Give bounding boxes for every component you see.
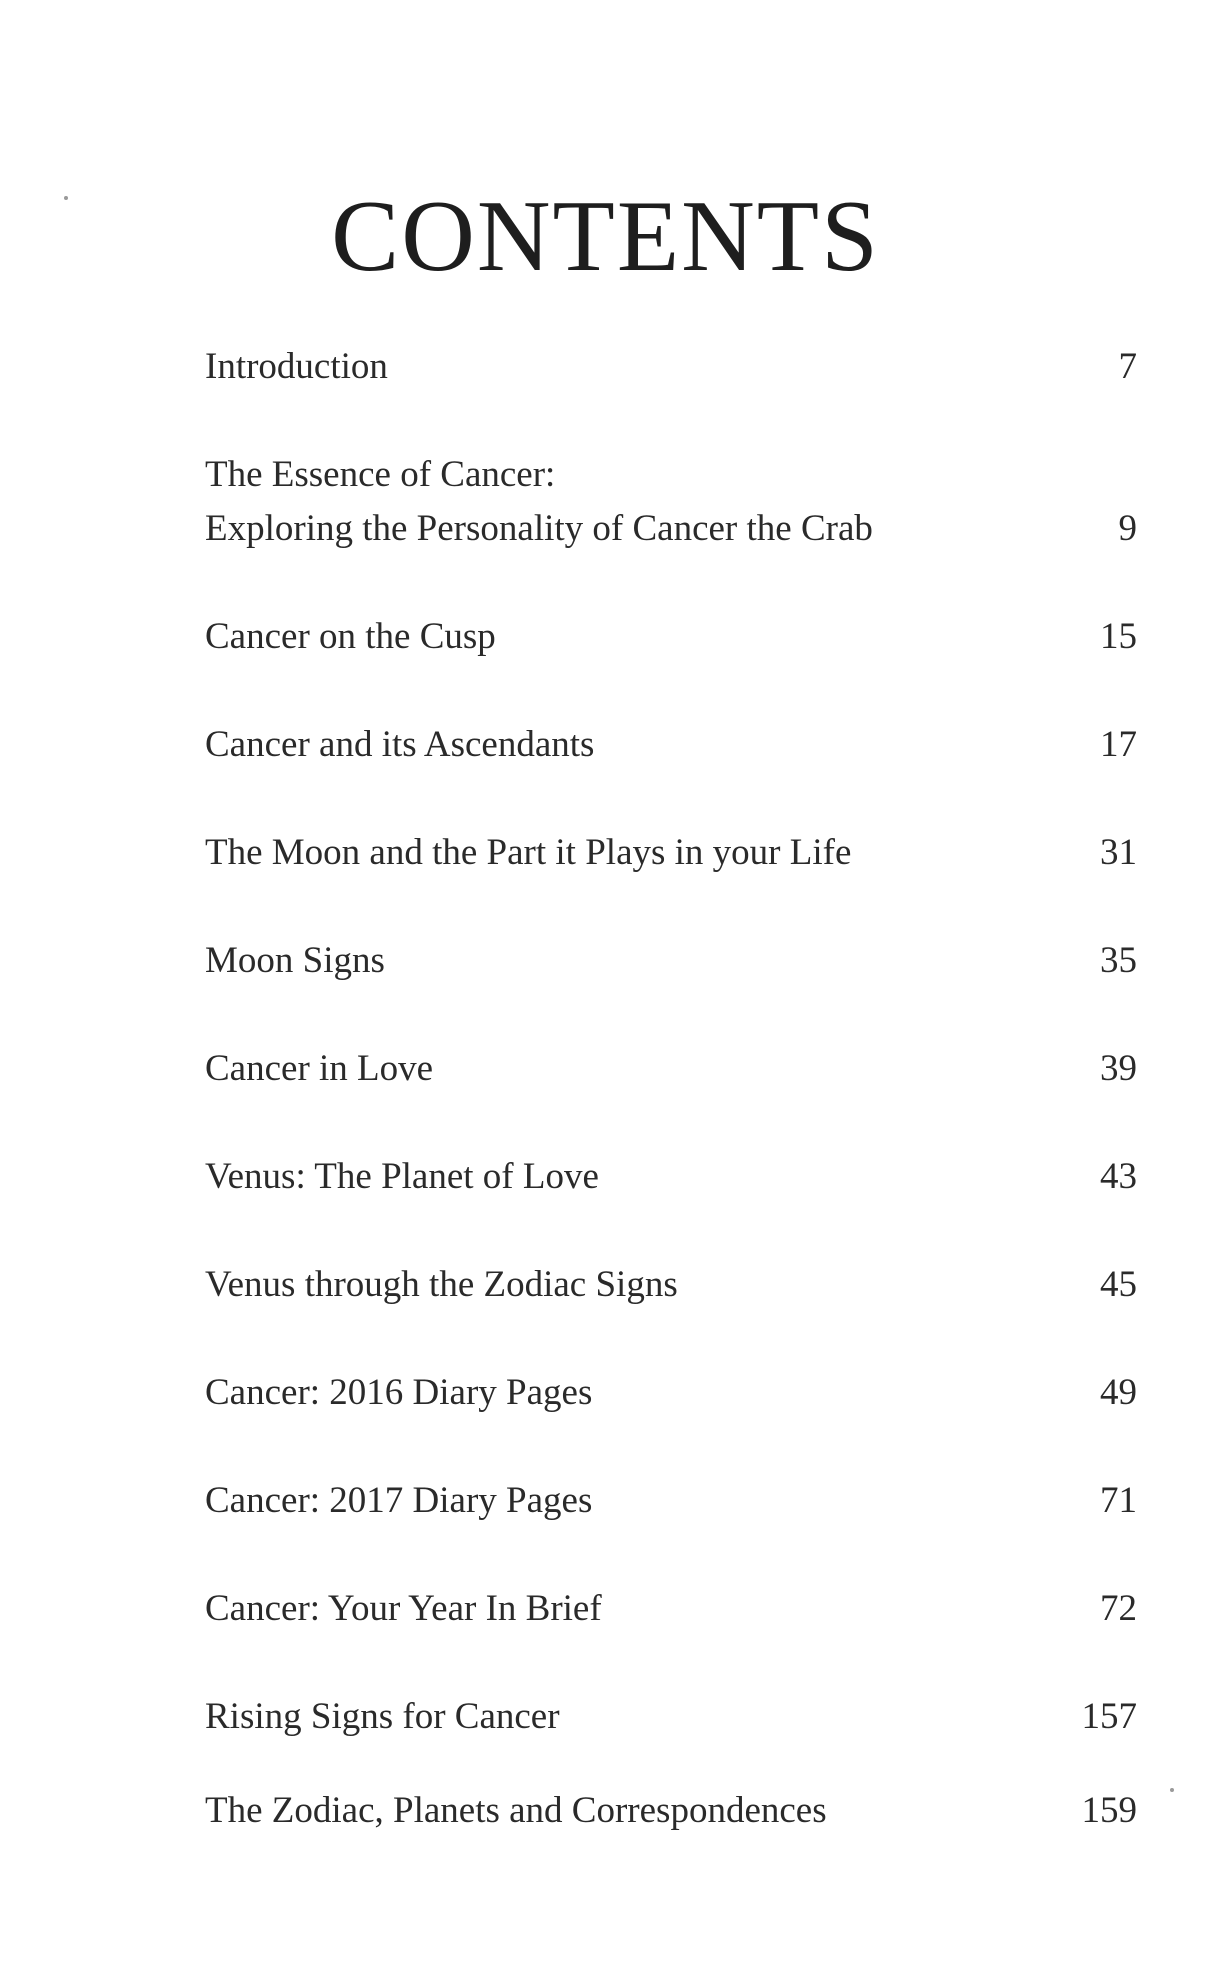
toc-entry-page-number: 17 bbox=[1100, 724, 1137, 765]
toc-entry-venus-through-zodiac[interactable] bbox=[205, 1258, 1137, 1312]
toc-entry-cancer-on-the-cusp[interactable] bbox=[205, 610, 1137, 664]
toc-entry-page-number: 157 bbox=[1081, 1696, 1137, 1737]
toc-entry-rising-signs[interactable] bbox=[205, 1690, 1137, 1744]
toc-entry-essence-of-cancer[interactable] bbox=[205, 448, 1137, 556]
toc-entry-page-number: 35 bbox=[1100, 940, 1137, 981]
toc-entry-page-number: 72 bbox=[1100, 1588, 1137, 1629]
toc-entry-cancer-in-love[interactable] bbox=[205, 1042, 1137, 1096]
toc-entry-title: Cancer: 2017 Diary Pages bbox=[205, 1480, 593, 1521]
toc-entry-title: Cancer in Love bbox=[205, 1048, 434, 1089]
toc-entry-page-number: 71 bbox=[1100, 1480, 1137, 1521]
toc-entry-page-number: 31 bbox=[1100, 832, 1137, 873]
toc-entry-title: Cancer: Your Year In Brief bbox=[205, 1588, 602, 1629]
toc-entry-title: Cancer: 2016 Diary Pages bbox=[205, 1372, 593, 1413]
toc-entry-year-in-brief[interactable] bbox=[205, 1582, 1137, 1636]
toc-entry-title: The Essence of Cancer: bbox=[205, 454, 556, 495]
toc-entry-the-moon[interactable] bbox=[205, 826, 1137, 880]
toc-entry-title: Venus: The Planet of Love bbox=[205, 1156, 599, 1197]
toc-entry-title: Venus through the Zodiac Signs bbox=[205, 1264, 678, 1305]
toc-entry-page-number: 15 bbox=[1100, 616, 1137, 657]
toc-entry-cancer-and-its-ascendants[interactable] bbox=[205, 718, 1137, 772]
page-title: CONTENTS bbox=[331, 180, 880, 293]
scan-speck bbox=[1170, 1788, 1174, 1792]
toc-entry-title: The Moon and the Part it Plays in your Life bbox=[205, 832, 852, 873]
toc-entry-venus-planet-of-love[interactable] bbox=[205, 1150, 1137, 1204]
toc-entry-page-number: 159 bbox=[1081, 1790, 1137, 1831]
toc-entry-2016-diary-pages[interactable] bbox=[205, 1366, 1137, 1420]
toc-entry-title: Rising Signs for Cancer bbox=[205, 1696, 560, 1737]
toc-entry-title: Introduction bbox=[205, 346, 388, 387]
toc-entry-page-number: 39 bbox=[1100, 1048, 1137, 1089]
toc-entry-page-number: 43 bbox=[1100, 1156, 1137, 1197]
toc-entry-page-number: 45 bbox=[1100, 1264, 1137, 1305]
toc-entry-page-number: 7 bbox=[1118, 346, 1137, 387]
toc-entry-introduction[interactable] bbox=[205, 340, 1137, 394]
toc-entry-subtitle: Exploring the Personality of Cancer the Crab bbox=[205, 508, 873, 549]
toc-entry-zodiac-planets-correspondences[interactable] bbox=[205, 1784, 1137, 1838]
toc-entry-title: Cancer and its Ascendants bbox=[205, 724, 595, 765]
toc-entry-title: Cancer on the Cusp bbox=[205, 616, 496, 657]
toc-entry-page-number: 49 bbox=[1100, 1372, 1137, 1413]
toc-entry-moon-signs[interactable] bbox=[205, 934, 1137, 988]
toc-entry-2017-diary-pages[interactable] bbox=[205, 1474, 1137, 1528]
toc-entry-title: The Zodiac, Planets and Correspondences bbox=[205, 1790, 827, 1831]
toc-entry-title: Moon Signs bbox=[205, 940, 385, 981]
toc-entry-page-number: 9 bbox=[1118, 508, 1137, 549]
